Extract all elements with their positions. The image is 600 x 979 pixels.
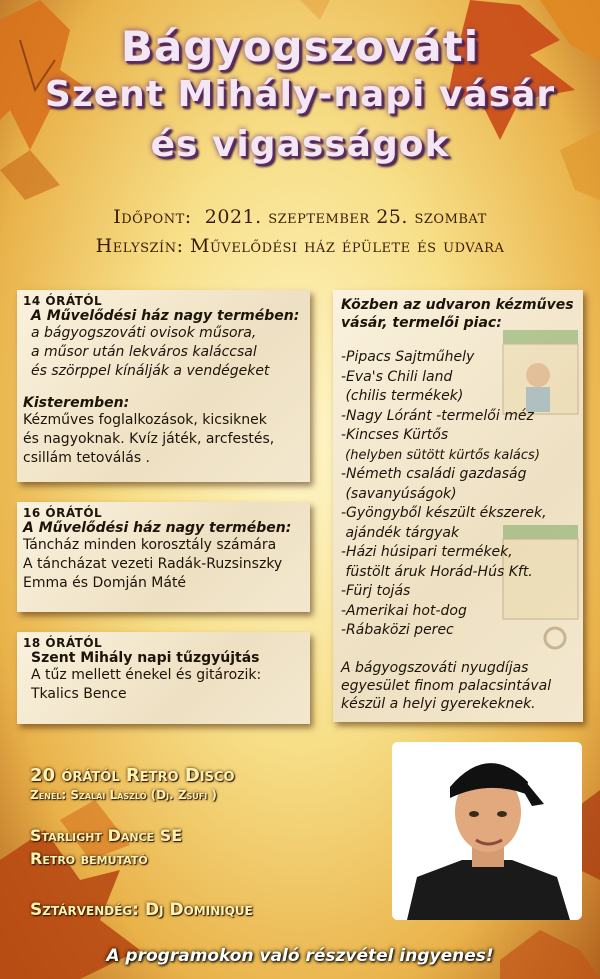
vendor-item: -Kincses Kürtős xyxy=(341,427,449,443)
card-subtitle: Kisteremben: xyxy=(23,395,130,411)
vendor-item: -Amerikai hot-dog xyxy=(341,602,467,619)
title-line2: Szent Mihály-napi vásár xyxy=(44,74,556,115)
vendor-item: -Eva's Chili land xyxy=(341,368,453,385)
title-line3: és vigasságok xyxy=(150,124,450,165)
vendor-item: -Nagy Lóránt -termelői méz xyxy=(341,407,534,424)
card-line: Táncház minden korosztály számára xyxy=(23,537,277,553)
card-line: csillám tetoválás . xyxy=(23,450,151,466)
card-line: a műsor után lekváros kaláccsal xyxy=(31,344,257,360)
vendor-item: ajándék tárgyak xyxy=(341,524,460,541)
title-line1: Bágyogszováti xyxy=(120,22,480,71)
vendor-item: füstölt áruk Horád-Hús Kft. xyxy=(341,563,533,580)
date-line xyxy=(0,206,600,228)
card-line: A tűz mellett énekel és gitározik: xyxy=(31,667,262,683)
card-time: 14 ÓRÁTÓL xyxy=(23,294,103,308)
disco-heading: 20 órától Retro Disco xyxy=(30,765,235,786)
vendor-list xyxy=(341,348,575,641)
guest-line: Sztárvendég: Dj Dominique xyxy=(30,900,253,920)
card-line: a bágyogszováti ovisok műsora, xyxy=(31,325,257,341)
free-entry-notice: A programokon való részvétel ingyenes! xyxy=(106,946,494,966)
vendor-item: (chilis termékek) xyxy=(341,388,464,404)
vendor-item: -Németh családi gazdaság xyxy=(341,466,527,482)
vendor-item: -Házi húsipari termékek, xyxy=(341,544,513,560)
card-line: Kézműves foglalkozások, kicsiknek xyxy=(23,412,267,428)
title-block xyxy=(0,22,600,168)
place-line xyxy=(0,235,600,257)
dj-portrait xyxy=(392,742,582,920)
program-card-18 xyxy=(17,632,310,724)
card-line: és szörppel kínálják a vendégeket xyxy=(31,363,270,379)
vendor-item: (savanyúságok) xyxy=(341,485,457,502)
market-heading: Közben az udvaron kézműves vásár, termelői piac: xyxy=(341,297,574,331)
vendor-item: (helyben sütött kürtős kalács) xyxy=(341,447,540,463)
dance-line1: Starlight Dance SE xyxy=(30,826,183,845)
vendor-item: -Pipacs Sajtműhely xyxy=(341,349,475,365)
dj-photo xyxy=(392,742,582,920)
market-card xyxy=(333,290,583,722)
program-card-14 xyxy=(17,290,310,482)
card-line: Emma és Domján Máté xyxy=(23,575,187,591)
date-label: Időpont: xyxy=(113,206,192,228)
card-subtitle: Szent Mihály napi tűzgyújtás xyxy=(31,650,260,666)
card-line: A táncházat vezeti Radák-Ruzsinszky xyxy=(23,556,283,572)
card-line: és nagyoknak. Kvíz játék, arcfestés, xyxy=(23,431,275,447)
date-value: 2021. szeptember 25. szombat xyxy=(204,206,487,228)
market-footer: A bágyogszováti nyugdíjas egyesület finom palacsintával készül a helyi gyerekeknek. xyxy=(341,659,552,712)
card-subtitle: A Művelődési ház nagy termében: xyxy=(31,308,300,324)
vendor-item: -Rábaközi perec xyxy=(341,622,454,638)
vendor-item: -Gyöngyből készült ékszerek, xyxy=(341,505,547,521)
card-line: Tkalics Bence xyxy=(31,686,127,702)
program-card-16 xyxy=(17,502,310,612)
card-time: 18 ÓRÁTÓL xyxy=(23,636,103,650)
dj-line: Zenél: Szalai László (Dj. Zsüfi ) xyxy=(30,788,217,802)
card-subtitle: A Művelődési ház nagy termében: xyxy=(23,520,292,536)
vendor-item: -Fürj tojás xyxy=(341,583,411,599)
dance-line2: Retro bemutató xyxy=(30,849,148,868)
place-value: Művelődési ház épülete és udvara xyxy=(190,235,505,257)
card-time: 16 ÓRÁTÓL xyxy=(23,506,103,520)
place-label: Helyszín: xyxy=(95,235,184,257)
